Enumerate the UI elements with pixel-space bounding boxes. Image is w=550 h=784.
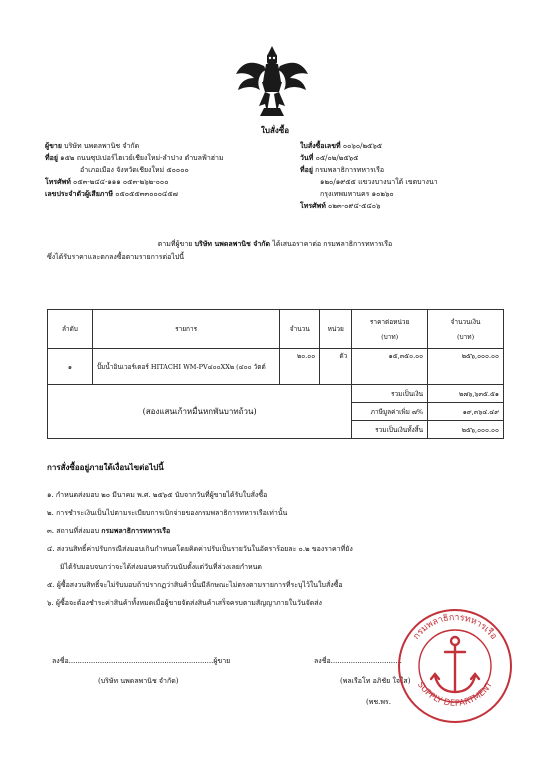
- intro-company: บริษัท นพดลพานิช จำกัด: [194, 239, 271, 248]
- row-qty: ๒๐.๐๐: [280, 349, 320, 385]
- seller-name-label: ผู้ขาย: [45, 141, 62, 150]
- supply-department-stamp-icon: [395, 606, 515, 726]
- total-value: ๒๕๖,๐๐๐.๐๐: [428, 421, 504, 439]
- intro-line-1: [0, 238, 550, 250]
- header-price-2: (บาท): [381, 332, 399, 341]
- order-phone-line: [300, 200, 380, 212]
- condition-3: [47, 525, 170, 537]
- condition-5: ๕. ผู้ซื้อสงวนสิทธิ์จะไม่รับมอบถ้าปรากฏว่าสินค้านั้นมีลักษณะไม่ตรงตามรายการที่ระบุไว้ในใบสั่งซื้อ: [47, 581, 343, 589]
- condition-4a: ๔. สงวนสิทธิ์ค่าปรับกรณีส่งมอบเกินกำหนดโดยคิดค่าปรับเป็นรายวันในอัตราร้อยละ ๐.๒ ของราคาที่ยัง: [47, 545, 353, 553]
- intro-post: ได้เสนอราคาต่อ กรมพลาธิการทหารเรือ: [272, 240, 393, 248]
- buyer-sign-rank: (พช.พร.: [366, 698, 391, 706]
- amount-in-words: (สองแสนเก้าหมื่นหกพันบาทถ้วน): [48, 385, 352, 439]
- header-amount-1: จำนวนเงิน: [450, 317, 481, 326]
- seller-address-2: อำเภอเมือง จังหวัดเชียงใหม่ ๕๐๐๐๐: [80, 166, 189, 174]
- header-price-1: ราคาต่อหน่วย: [369, 317, 410, 326]
- seller-name: บริษัท นพดลพานิช จำกัด: [64, 142, 140, 150]
- condition-4b: มิได้รับมอบจนกว่าจะได้ส่งมอบครบถ้วนนับตั้งแต่วันที่ล่วงเลยกำหนด: [60, 563, 262, 571]
- order-date-line: [300, 152, 358, 164]
- seller-sign-name: (บริษัท นพดลพานิช จำกัด): [98, 677, 179, 685]
- header-item: รายการ: [92, 310, 279, 349]
- row-no: ๑: [48, 349, 93, 385]
- seller-address-line: [45, 152, 224, 164]
- order-address-2: ๑๒๐/๑๙๕๕ แขวงบางนาใต้ เขตบางนา: [320, 178, 438, 186]
- vat-label: ภาษีมูลค่าเพิ่ม ๗%: [352, 403, 428, 421]
- seller-sign-dots: .................................................................: [68, 657, 214, 665]
- table-row: [48, 349, 504, 385]
- garuda-emblem-icon: [234, 40, 310, 120]
- buyer-sign-name: (พลเรือโท อภิชัย ใจใส): [340, 677, 411, 685]
- conditions-heading: การสั่งซื้ออยู่ภายใต้เงื่อนไขต่อไปนี้: [47, 462, 164, 472]
- items-table: [47, 309, 504, 439]
- order-phone: ๐๒๓-๐๙๔-๕๔๐๖: [328, 202, 381, 210]
- condition-6: ๖. ผู้ซื้อจะต้องชำระค่าสินค้าทั้งหมดเมื่อผู้ขายจัดส่งสินค้าเสร็จครบตามสัญญาภายในวันจัดส่ง: [47, 599, 322, 607]
- intro-line-2: ซึ่งได้รับราคาและตกลงซื้อตามรายการต่อไปนี้: [47, 253, 185, 261]
- order-number: ๐๐๖๐/๒๕๖๕: [342, 142, 383, 150]
- header-price: [352, 310, 428, 349]
- seller-address-1: ๑๕๒ ถนนซุปเปอร์ไฮเวย์เชียงใหม่-ลำปาง ตำบลฟ้าฮ่าม: [60, 154, 224, 162]
- header-amount: [428, 310, 504, 349]
- buyer-sign-dots: ................................: [330, 657, 402, 665]
- subtotal-row: [48, 385, 504, 403]
- buyer-signature-line: [314, 656, 402, 667]
- row-price: ๑๕,๓๕๐.๐๐: [352, 349, 428, 385]
- seller-tax-label: เลขประจำตัวผู้เสียภาษี: [45, 189, 113, 198]
- seller-address-label: ที่อยู่: [45, 153, 58, 162]
- anchor-icon: [431, 637, 479, 692]
- seller-name-line: [45, 140, 139, 152]
- order-address-3: กรุงเทพมหานคร ๑๐๒๖๐: [320, 190, 394, 198]
- row-unit: ตัว: [320, 349, 352, 385]
- order-number-line: [300, 140, 382, 152]
- header-qty: จำนวน: [280, 310, 320, 349]
- condition-3-text: ๓. สถานที่ส่งมอบ: [47, 527, 100, 535]
- header-amount-2: (บาท): [456, 332, 475, 341]
- condition-1: ๑. กำหนดส่งมอบ ๒๐ มีนาคม พ.ศ. ๒๕๖๕ นับจากวันที่ผู้ขายได้รับใบสั่งซื้อ: [47, 491, 268, 499]
- intro-pre: ตามที่ผู้ขาย: [157, 240, 193, 248]
- header-unit: หน่วย: [320, 310, 352, 349]
- order-phone-label: โทรศัพท์: [300, 201, 326, 210]
- order-number-label: ใบสั่งซื้อเลขที่: [300, 141, 341, 150]
- seller-sign-role: ผู้ขาย: [213, 657, 231, 665]
- stamp-text-top: กรมพลาธิการทหารเรือ: [411, 612, 499, 642]
- total-label: รวมเป็นเงินทั้งสิ้น: [352, 421, 428, 439]
- condition-3-place: กรมพลาธิการทหารเรือ: [101, 526, 171, 535]
- seller-sign-label: ลงชื่อ: [52, 657, 69, 665]
- header-no: ลำดับ: [48, 310, 93, 349]
- order-date: ๐๕/๐๒/๒๕๖๕: [315, 154, 359, 162]
- row-amount: ๒๕๖,๐๐๐.๐๐: [428, 349, 504, 385]
- subtotal-value: ๒๗๖,๖๓๕.๕๑: [428, 385, 504, 403]
- seller-tax-line: [45, 188, 178, 200]
- condition-2: ๒. การชำระเงินเป็นไปตามระเบียบการเบิกจ่ายของกรมพลาธิการทหารเรือเท่านั้น: [47, 509, 288, 517]
- order-address-1: กรมพลาธิการทหารเรือ: [315, 166, 385, 174]
- seller-phone-line: [45, 176, 168, 188]
- stamp-text-bottom: SUPPLY DEPARTMENT: [415, 680, 495, 709]
- seller-signature-line: [52, 656, 230, 667]
- order-date-label: วันที่: [300, 153, 314, 162]
- order-address-label: ที่อยู่: [300, 165, 313, 174]
- table-header-row: [48, 310, 504, 349]
- seller-tax: ๐๕๐๕๕๓๓๐๐๐๔๕๗: [115, 190, 178, 198]
- seller-phone: ๐๕๓-๒๔๔-๑๑๑ ๐๕๓-๒๖๒-๐๐๐: [73, 178, 169, 186]
- buyer-sign-label: ลงชื่อ: [314, 657, 331, 665]
- vat-value: ๑๙,๓๖๔.๔๙: [428, 403, 504, 421]
- order-address-line: [300, 164, 384, 176]
- subtotal-label: รวมเป็นเงิน: [352, 385, 428, 403]
- row-item: ปั๊มน้ำอินเวอร์เตอร์ HITACHI WM-PV๔๐๐XX๒ (๔๐๐ วัตต์: [92, 349, 279, 385]
- document-title: ใบสั่งซื้อ: [260, 125, 289, 135]
- seller-phone-label: โทรศัพท์: [45, 177, 71, 186]
